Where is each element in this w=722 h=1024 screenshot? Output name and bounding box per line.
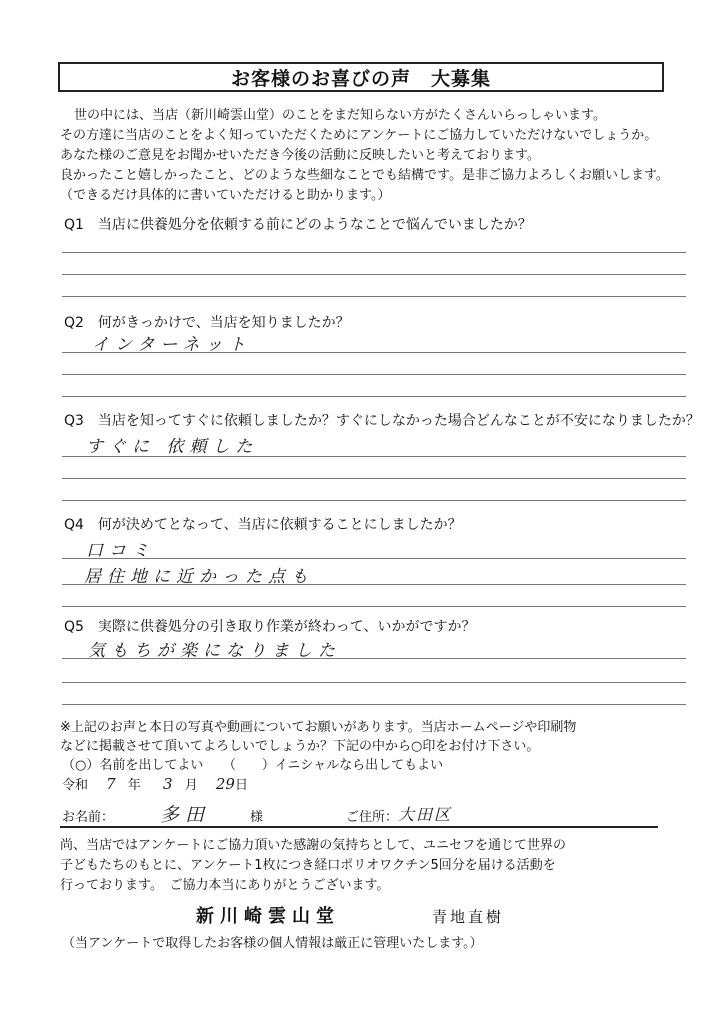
answer-line (62, 396, 686, 397)
intro-line-4: 良かったこと嬉しかったこと、どのような些細なことでも結構です。是非ご協力よろしくお願いします。 (60, 168, 669, 183)
consent-line-1: ※上記のお声と本日の写真や動画についてお願いがあります。当店ホームページや印刷物 (60, 720, 577, 735)
date-year-label: 年 (127, 778, 141, 793)
answer-line (62, 704, 686, 705)
answer-line (62, 606, 686, 607)
consent-line-2: などに掲載させて頂いてよろしいでしょうか？下記の中から○印をお付け下さい。 (60, 739, 540, 754)
intro-line-1: 世の中には、当店（新川崎雲山堂）のことをまだ知らない方がたくさんいらっしゃいます。 (74, 108, 606, 123)
question-1: Q1 当店に供養処分を依頼する前にどのようなことで悩んでいましたか？ (64, 217, 532, 233)
closing-line-2: 子どもたちのもとに、アンケート1枚につき経口ポリオワクチン5回分を届ける活動を (60, 858, 556, 873)
name-value[interactable]: 多田 (160, 804, 211, 826)
intro-line-2: その方達に当店のことをよく知っていただくためにアンケートにご協力していただけないでしょうか。 (60, 128, 658, 143)
date-month[interactable]: 3 (163, 775, 173, 793)
question-3: Q3 当店を知ってすぐに依頼しましたか？すぐにしなかった場合どんなことが不安になりましたか？ (64, 413, 700, 429)
closing-line-3: 行っております。 ご協力本当にありがとうございます。 (60, 878, 390, 893)
question-2: Q2 何がきっかけで、当店を知りましたか？ (64, 315, 350, 331)
answer-5-1: 気もちが楽になりました (88, 641, 341, 661)
shop-name: 新川崎雲山堂 (196, 906, 340, 927)
address-value[interactable]: 大田区 (398, 805, 453, 824)
person-name: 青地直樹 (432, 908, 505, 926)
address-label: ご住所： (346, 810, 399, 825)
page-title: お客様のお喜びの声 大募集 (230, 67, 491, 90)
consent-options (62, 754, 443, 773)
intro-line-5: （できるだけ具体的に書いていただけると助かります。） (60, 188, 391, 203)
option-name-checkbox[interactable]: （○） (62, 758, 100, 773)
privacy-note: （当アンケートで取得したお客様の個人情報は厳正に管理いたします。） (62, 936, 483, 951)
title-box (58, 62, 664, 92)
answer-line (62, 584, 686, 585)
closing-line-1: 尚、当店ではアンケートにご協力頂いた感謝の気持ちとして、ユニセフを通じて世界の (60, 838, 566, 853)
answer-line (62, 682, 686, 683)
answer-line (62, 478, 686, 479)
question-4: Q4 何が決めてとなって、当店に依頼することにしましたか？ (64, 517, 462, 533)
option-name-mark: ○ (75, 758, 87, 773)
answer-line (62, 500, 686, 501)
option-initial-label: イニシャルなら出してもよい (274, 758, 444, 773)
answer-line (62, 374, 686, 375)
name-label: お名前： (62, 810, 115, 825)
answer-2-1: インターネット (92, 335, 252, 355)
answer-line (62, 274, 686, 275)
date-day-label: 日 (234, 778, 248, 793)
customer-underline (60, 826, 658, 828)
option-name-label: 名前を出してよい (99, 758, 204, 773)
date-era: 令和 (62, 778, 89, 793)
date-day[interactable]: 29 (215, 775, 235, 793)
answer-3-1: すぐに 依頼した (86, 437, 259, 457)
answer-4-1: 口コミ (86, 541, 155, 561)
question-5: Q5 実際に供養処分の引き取り作業が終わって、いかがですか？ (64, 619, 476, 635)
date-year[interactable]: 7 (106, 775, 116, 793)
answer-line (62, 352, 686, 353)
consent-date (62, 774, 248, 793)
answer-line (62, 252, 686, 253)
answer-line (62, 558, 686, 559)
intro-line-3: あなた様のご意見をお聞かせいただき今後の活動に反映したいと考えております。 (60, 148, 540, 163)
answer-4-2: 居住地に近かった点も (84, 567, 314, 587)
honorific: 様 (250, 810, 264, 825)
date-month-label: 月 (184, 778, 198, 793)
answer-line (62, 296, 686, 297)
answer-line (62, 456, 686, 457)
answer-line (62, 658, 686, 659)
option-initial-checkbox[interactable]: （ ） (229, 758, 275, 773)
